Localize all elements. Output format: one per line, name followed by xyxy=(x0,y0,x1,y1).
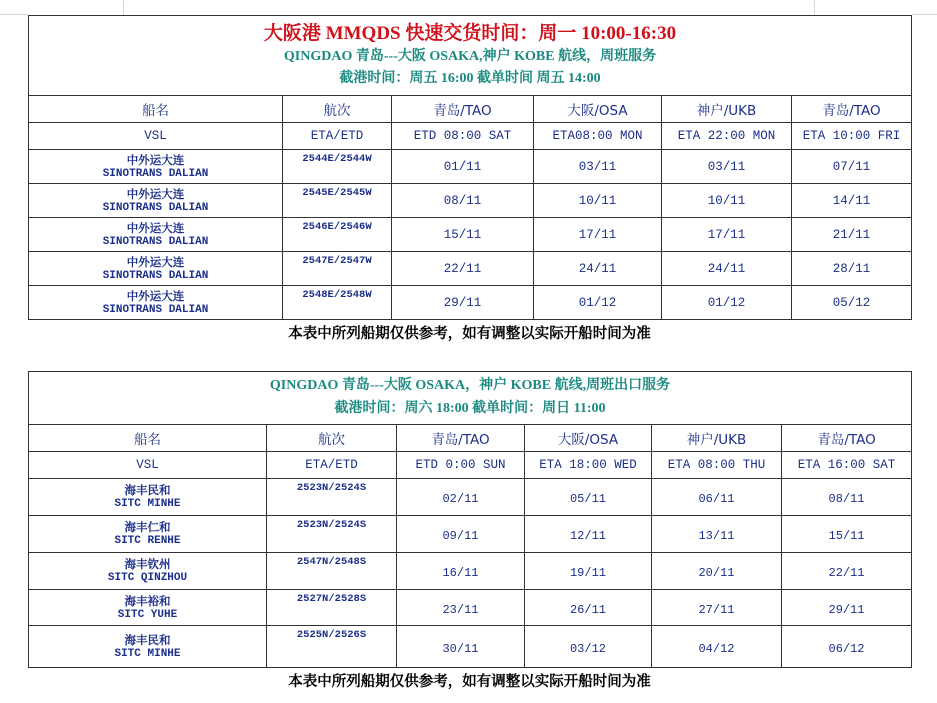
date-cell: 26/11 xyxy=(525,590,652,626)
table-row xyxy=(29,286,912,320)
cutoff-info: 截港时间：周六 18:00 截单时间：周日 11:00 xyxy=(334,400,606,416)
date-cell: 29/11 xyxy=(392,286,534,320)
ship-name-cn: 中外运大连 xyxy=(126,254,185,269)
date-cell: 10/11 xyxy=(662,184,792,218)
date-cell: 27/11 xyxy=(652,590,782,626)
table-row xyxy=(29,252,912,286)
ship-name-cell xyxy=(29,252,283,286)
disclaimer-note: 本表中所列船期仅供参考，如有调整以实际开船时间为准 xyxy=(288,325,651,342)
date-cell: 03/11 xyxy=(662,150,792,184)
date-cell: 15/11 xyxy=(392,218,534,252)
date-cell: 08/11 xyxy=(392,184,534,218)
column-subheader-row xyxy=(29,452,912,479)
margin-guide xyxy=(912,14,937,15)
column-header: 航次 xyxy=(283,96,392,123)
date-cell: 19/11 xyxy=(525,553,652,590)
ship-name-cell xyxy=(29,286,283,320)
date-cell: 17/11 xyxy=(662,218,792,252)
route-info: QINGDAO 青岛---大阪 OSAKA，神户 KOBE 航线,周班出口服务 xyxy=(269,378,671,393)
ship-name-cn: 中外运大连 xyxy=(126,220,185,235)
ship-name-en: SITC QINZHOU xyxy=(107,572,188,584)
ship-name-cn: 中外运大连 xyxy=(126,186,185,201)
ship-name-cn: 海丰民和 xyxy=(124,483,171,497)
date-cell: 06/11 xyxy=(652,479,782,516)
column-subheader-row xyxy=(29,123,912,150)
date-cell: 24/11 xyxy=(534,252,662,286)
ship-name-cell xyxy=(29,479,267,516)
column-subheader: ETA 08:00 THU xyxy=(652,452,782,479)
date-cell: 30/11 xyxy=(397,626,525,668)
ship-name-cn: 海丰钦州 xyxy=(124,557,171,571)
date-cell: 03/11 xyxy=(534,150,662,184)
date-cell: 28/11 xyxy=(792,252,912,286)
column-subheader: ETA 18:00 WED xyxy=(525,452,652,479)
date-cell: 20/11 xyxy=(652,553,782,590)
route-info: QINGDAO 青岛---大阪 OSAKA,神户 KOBE 航线，周班服务 xyxy=(283,48,657,64)
date-cell: 22/11 xyxy=(392,252,534,286)
date-cell: 05/12 xyxy=(792,286,912,320)
cutoff-info: 截港时间：周五 16:00 截单时间 周五 14:00 xyxy=(339,71,601,87)
ship-name-cell xyxy=(29,218,283,252)
voyage-cell: 2547N/2548S xyxy=(267,553,397,590)
ship-name-en: SITC RENHE xyxy=(114,535,181,547)
voyage-cell: 2525N/2526S xyxy=(267,626,397,668)
date-cell: 03/12 xyxy=(525,626,652,668)
table-row xyxy=(29,184,912,218)
column-subheader: ETA 22:00 MON xyxy=(662,123,792,150)
table-header xyxy=(29,372,912,425)
margin-guide xyxy=(814,0,815,15)
date-cell: 10/11 xyxy=(534,184,662,218)
table-header xyxy=(29,16,912,96)
table-row xyxy=(29,150,912,184)
column-header-row xyxy=(29,96,912,123)
column-subheader: ETD 0:00 SUN xyxy=(397,452,525,479)
ship-name-cn: 中外运大连 xyxy=(126,288,185,303)
column-header: 神户/UKB xyxy=(652,425,782,452)
ship-name-cn: 海丰裕和 xyxy=(124,593,171,608)
date-cell: 05/11 xyxy=(525,479,652,516)
column-header-row xyxy=(29,425,912,452)
date-cell: 02/11 xyxy=(397,479,525,516)
column-header: 船名 xyxy=(29,425,267,452)
date-cell: 12/11 xyxy=(525,516,652,553)
date-cell: 04/12 xyxy=(652,626,782,668)
table-row xyxy=(29,479,912,516)
ship-name-en: SINOTRANS DALIAN xyxy=(102,235,209,248)
ship-name-en: SINOTRANS DALIAN xyxy=(102,303,209,316)
column-header: 青岛/TAO xyxy=(782,425,912,452)
ship-name-cn: 海丰仁和 xyxy=(124,520,171,534)
column-header: 大阪/OSA xyxy=(525,425,652,452)
ship-name-cell xyxy=(29,590,267,626)
column-header: 大阪/OSA xyxy=(534,96,662,123)
column-subheader: ETA 16:00 SAT xyxy=(782,452,912,479)
ship-name-cell xyxy=(29,150,283,184)
date-cell: 14/11 xyxy=(792,184,912,218)
margin-guide xyxy=(0,14,28,15)
date-cell: 06/12 xyxy=(782,626,912,668)
column-header: 青岛/TAO xyxy=(392,96,534,123)
voyage-cell: 2523N/2524S xyxy=(267,479,397,516)
schedule-table-osaka-express xyxy=(28,15,912,320)
date-cell: 24/11 xyxy=(662,252,792,286)
disclaimer-note: 本表中所列船期仅供参考，如有调整以实际开船时间为准 xyxy=(288,673,651,690)
ship-name-cn: 海丰民和 xyxy=(124,632,171,647)
table-row xyxy=(29,590,912,626)
ship-name-cn: 中外运大连 xyxy=(126,152,185,167)
table-title: 大阪港 MMQDS 快速交货时间：周一 10:00-16:30 xyxy=(263,23,677,45)
ship-name-en: SINOTRANS DALIAN xyxy=(102,167,209,180)
column-header: 青岛/TAO xyxy=(397,425,525,452)
ship-name-cell xyxy=(29,553,267,590)
date-cell: 16/11 xyxy=(397,553,525,590)
column-subheader: VSL xyxy=(29,123,283,150)
column-header: 神户/UKB xyxy=(662,96,792,123)
column-subheader: VSL xyxy=(29,452,267,479)
date-cell: 13/11 xyxy=(652,516,782,553)
date-cell: 29/11 xyxy=(782,590,912,626)
table-row xyxy=(29,218,912,252)
column-header: 船名 xyxy=(29,96,283,123)
ship-name-en: SITC MINHE xyxy=(114,647,181,660)
date-cell: 01/11 xyxy=(392,150,534,184)
ship-name-en: SINOTRANS DALIAN xyxy=(102,269,209,282)
date-cell: 08/11 xyxy=(782,479,912,516)
voyage-cell: 2546E/2546W xyxy=(283,218,392,252)
column-header: 青岛/TAO xyxy=(792,96,912,123)
ship-name-cell xyxy=(29,626,267,668)
date-cell: 23/11 xyxy=(397,590,525,626)
date-cell: 21/11 xyxy=(792,218,912,252)
table-row xyxy=(29,626,912,668)
date-cell: 15/11 xyxy=(782,516,912,553)
voyage-cell: 2527N/2528S xyxy=(267,590,397,626)
date-cell: 22/11 xyxy=(782,553,912,590)
voyage-cell: 2547E/2547W xyxy=(283,252,392,286)
schedule-table-export xyxy=(28,371,912,668)
column-subheader: ETD 08:00 SAT xyxy=(392,123,534,150)
table-row xyxy=(29,553,912,590)
ship-name-cell xyxy=(29,516,267,553)
ship-name-en: SITC YUHE xyxy=(117,608,178,621)
date-cell: 09/11 xyxy=(397,516,525,553)
margin-guide xyxy=(123,0,124,15)
voyage-cell: 2545E/2545W xyxy=(283,184,392,218)
table-row xyxy=(29,516,912,553)
date-cell: 01/12 xyxy=(534,286,662,320)
column-subheader: ETA 10:00 FRI xyxy=(792,123,912,150)
ship-name-en: SITC MINHE xyxy=(114,498,181,510)
column-subheader: ETA/ETD xyxy=(267,452,397,479)
date-cell: 07/11 xyxy=(792,150,912,184)
column-header: 航次 xyxy=(267,425,397,452)
ship-name-cell xyxy=(29,184,283,218)
column-subheader: ETA/ETD xyxy=(283,123,392,150)
ship-name-en: SINOTRANS DALIAN xyxy=(102,201,209,214)
voyage-cell: 2548E/2548W xyxy=(283,286,392,320)
date-cell: 17/11 xyxy=(534,218,662,252)
voyage-cell: 2544E/2544W xyxy=(283,150,392,184)
column-subheader: ETA08:00 MON xyxy=(534,123,662,150)
date-cell: 01/12 xyxy=(662,286,792,320)
voyage-cell: 2523N/2524S xyxy=(267,516,397,553)
